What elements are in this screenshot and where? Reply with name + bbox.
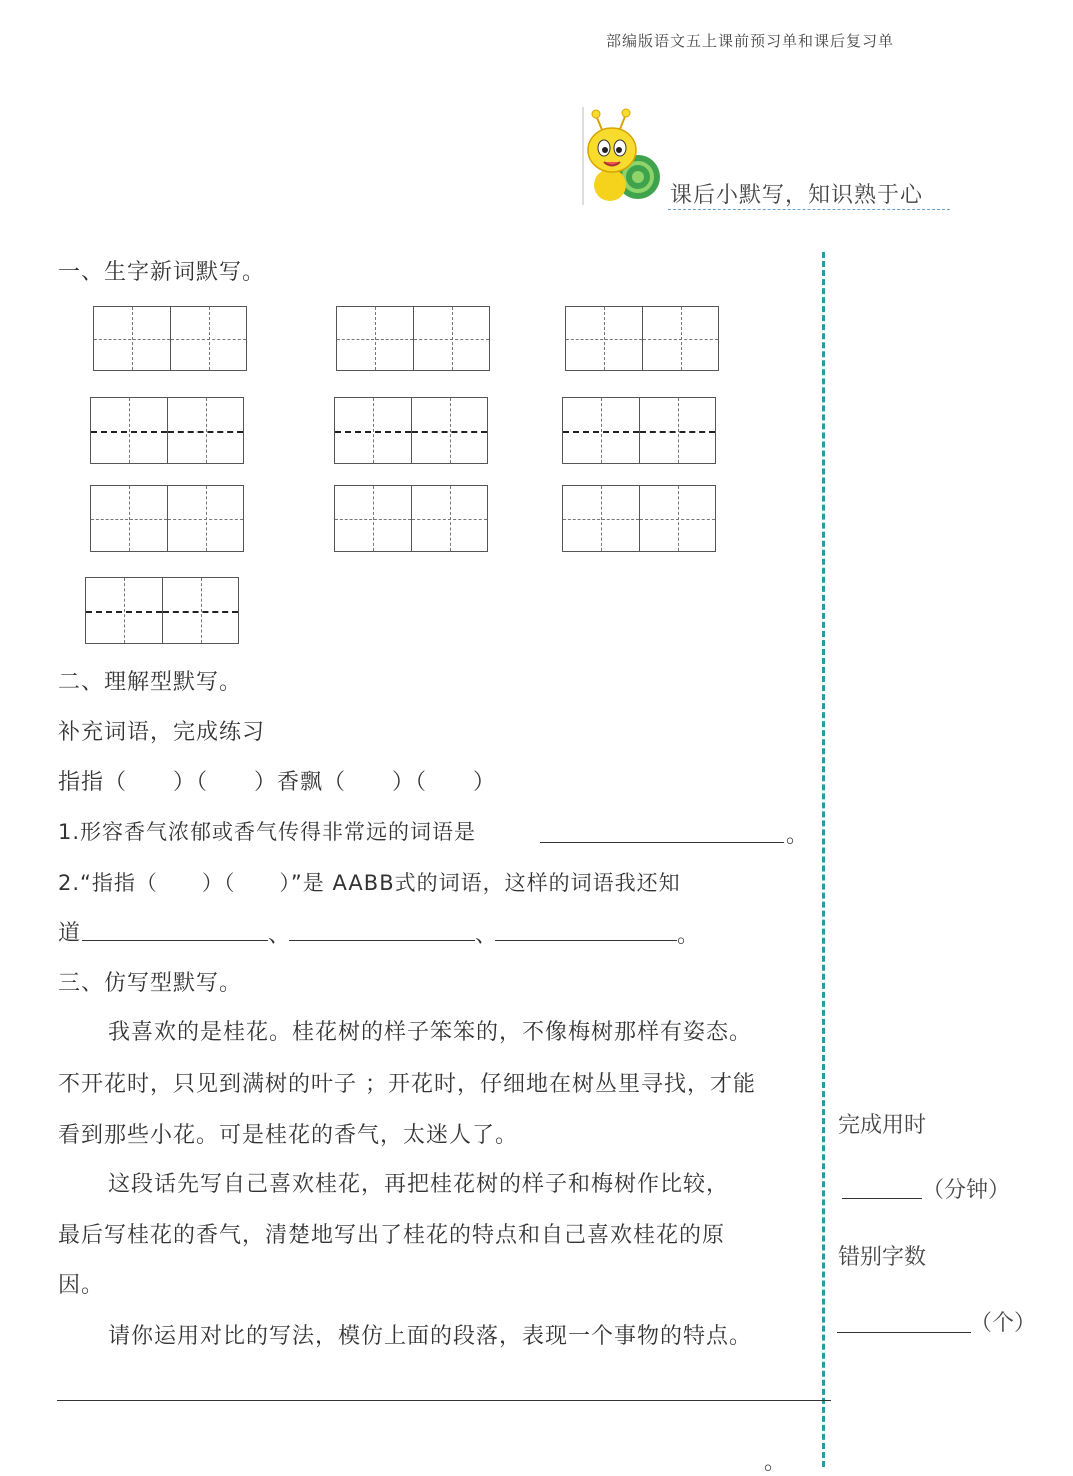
section-2-subtitle: 补充词语，完成练习 xyxy=(58,720,266,745)
error-count-input-line[interactable] xyxy=(837,1310,971,1333)
answer-line-2[interactable] xyxy=(289,916,475,941)
fill-blank-words: 指指（ ）（ ）香飘（ ）（ ） xyxy=(58,770,497,795)
separator: 、 xyxy=(475,923,499,948)
time-input-line[interactable] xyxy=(842,1176,922,1199)
word-box[interactable] xyxy=(562,485,716,552)
separator: 、 xyxy=(268,923,292,948)
word-box[interactable] xyxy=(334,397,488,464)
passage-line: 看到那些小花。可是桂花的香气，太迷人了。 xyxy=(58,1123,519,1148)
error-count-label: 错别字数 xyxy=(838,1245,927,1270)
period: 。 xyxy=(677,923,701,948)
period: 。 xyxy=(764,1450,788,1475)
page-header: 部编版语文五上课前预习单和课后复习单 xyxy=(606,32,895,50)
word-box[interactable] xyxy=(93,306,247,371)
time-unit: （分钟） xyxy=(922,1178,1011,1203)
time-label: 完成用时 xyxy=(838,1113,927,1138)
question-2: 2.“指指（ ）（ ）”是 AABB式的词语，这样的词语我还知 xyxy=(58,871,681,895)
answer-line-1[interactable] xyxy=(82,916,268,941)
period: 。 xyxy=(786,823,810,848)
answer-line-q1[interactable] xyxy=(540,818,784,843)
answer-line-3[interactable] xyxy=(495,916,677,941)
word-box[interactable] xyxy=(90,485,244,552)
word-box[interactable] xyxy=(90,397,244,464)
word-box[interactable] xyxy=(336,306,490,371)
analysis-line: 最后写桂花的香气，清楚地写出了桂花的特点和自己喜欢桂花的原 xyxy=(58,1223,726,1248)
word-box[interactable] xyxy=(85,577,239,644)
analysis-line: 因。 xyxy=(58,1273,105,1298)
passage-line: 我喜欢的是桂花。桂花树的样子笨笨的，不像梅树那样有姿态。 xyxy=(108,1020,753,1045)
writing-prompt: 请你运用对比的写法，模仿上面的段落，表现一个事物的特点。 xyxy=(108,1324,753,1349)
question-2-cont: 道 xyxy=(58,921,82,946)
snail-mascot-icon xyxy=(580,105,666,205)
slogan-underline xyxy=(668,209,950,210)
writing-answer-line[interactable] xyxy=(57,1400,831,1401)
word-box[interactable] xyxy=(562,397,716,464)
section-3-title: 三、仿写型默写。 xyxy=(58,971,243,996)
section-1-title: 一、生字新词默写。 xyxy=(58,260,266,285)
question-1: 1.形容香气浓郁或香气传得非常远的词语是 xyxy=(58,820,477,844)
word-box[interactable] xyxy=(334,485,488,552)
slogan: 课后小默写，知识熟于心 xyxy=(670,183,924,208)
word-box[interactable] xyxy=(565,306,719,371)
analysis-line: 这段话先写自己喜欢桂花，再把桂花树的样子和梅树作比较， xyxy=(108,1172,730,1197)
error-count-unit: （个） xyxy=(970,1311,1037,1336)
passage-line: 不开花时，只见到满树的叶子 ；开花时，仔细地在树丛里寻找，才能 xyxy=(58,1072,756,1097)
section-2-title: 二、理解型默写。 xyxy=(58,670,243,695)
margin-divider xyxy=(822,252,825,1467)
